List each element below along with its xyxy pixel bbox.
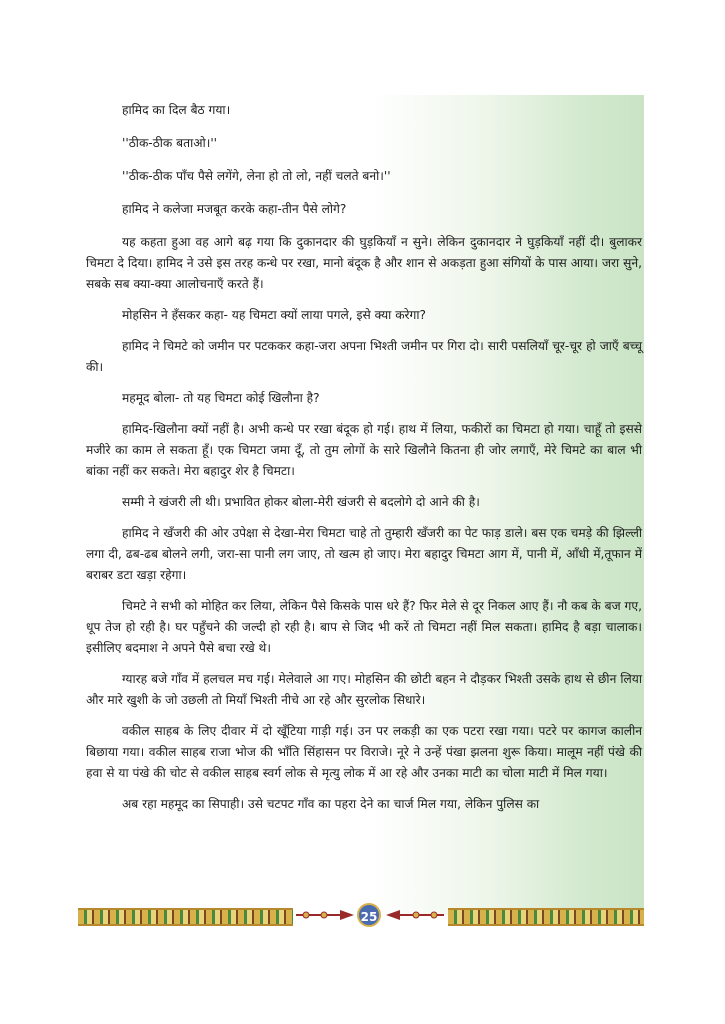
paragraph: चिमटे ने सभी को मोहित कर लिया, लेकिन पैसे किसके पास धरे हैं? फिर मेले से दूर निकल आए हैं। नौ कब के बज गए, धूप तेज हो रही है। घर पहुँचने की जल्दी हो रही है। बाप से जिद भी करें तो चिमटा नहीं मिल सकता। हामिद है बड़ा चालाक। इसीलिए बदमाश ने अपने पैसे बचा रखे थे। bbox=[86, 599, 642, 655]
paragraph: ग्यारह बजे गाँव में हलचल मच गई। मेलेवाले आ गए। मोहसिन की छोटी बहन ने दौड़कर भिश्ती उसके हाथ से छीन लिया और मारे खुशी के जो उछली तो मियाँ भिश्ती नीचे आ रहे और सुरलोक सिधारे। bbox=[86, 672, 642, 707]
page-footer bbox=[78, 900, 644, 930]
paragraph: मोहसिन ने हँसकर कहा- यह चिमटा क्यों लाया पगले, इसे क्या करेगा? bbox=[122, 308, 427, 322]
paragraph: ''ठीक-ठीक पाँच पैसे लगेंगे, लेना हो तो लो, नहीं चलते बनो।'' bbox=[122, 169, 391, 183]
paragraph: हामिद ने चिमटे को जमीन पर पटककर कहा-जरा अपना भिश्ती जमीन पर गिरा दो। सारी पसलियाँ चूर-चूर हो जाएँ बच्चू की। bbox=[86, 339, 642, 374]
ornament-left-icon bbox=[296, 908, 356, 922]
paragraph: हामिद-खिलौना क्यों नहीं है। अभी कन्धे पर रखा बंदूक हो गई। हाथ में लिया, फकीरों का चिमटा हो गया। चाहूँ तो इससे मजीरे का काम ले सकता हूँ। एक चिमटा जमा दूँ, तो तुम लोगों के सारे खिलौने कितना ही जोर लगाएँ, मेरे चिमटे का बाल भी बांका नहीं कर सकते। मेरा बहादुर शेर है चिमटा। bbox=[86, 422, 642, 478]
paragraph: हामिद का दिल बैठ गया। bbox=[122, 103, 231, 117]
page-number-badge: 25 bbox=[357, 903, 381, 927]
paragraph: सम्मी ने खंजरी ली थी। प्रभावित होकर बोला-मेरी खंजरी से बदलोगे दो आने की है। bbox=[122, 495, 480, 509]
decorative-border-right bbox=[448, 908, 644, 926]
paragraph: महमूद बोला- तो यह चिमटा कोई खिलौना है? bbox=[122, 391, 320, 405]
decorative-border-left bbox=[78, 908, 293, 926]
ornament-right-icon bbox=[384, 908, 444, 922]
paragraph: हामिद ने कलेजा मजबूत करके कहा-तीन पैसे लोगे? bbox=[122, 202, 347, 216]
paragraph: यह कहता हुआ वह आगे बढ़ गया कि दुकानदार की घुड़कियाँ न सुने। लेकिन दुकानदार ने घुड़कियाँ नहीं दी। बुलाकर चिमटा दे दिया। हामिद ने उसे इस तरह कन्धे पर रखा, मानो बंदूक है और शान से अकड़ता हुआ संगियों के पास आया। जरा सुने, सबके सब क्या-क्या आलोचनाएँ करते हैं। bbox=[86, 235, 642, 291]
paragraph: हामिद ने खँजरी की ओर उपेक्षा से देखा-मेरा चिमटा चाहे तो तुम्हारी खँजरी का पेट फाड़ डाले। बस एक चमड़े की झिल्ली लगा दी, ढब-ढब बोलने लगी, जरा-सा पानी लग जाए, तो खत्म हो जाए। मेरा बहादुर चिमटा आग में, पानी में, आँधी में,तूफान में बराबर डटा खड़ा रहेगा। bbox=[86, 526, 642, 582]
story-text bbox=[86, 100, 642, 825]
paragraph: अब रहा महमूद का सिपाही। उसे चटपट गाँव का पहरा देने का चार्ज मिल गया, लेकिन पुलिस का bbox=[122, 797, 540, 811]
paragraph: ''ठीक-ठीक बताओ।'' bbox=[122, 136, 218, 150]
paragraph: वकील साहब के लिए दीवार में दो खूँटिया गाड़ी गई। उन पर लकड़ी का एक पटरा रखा गया। पटरे पर कागज कालीन बिछाया गया। वकील साहब राजा भोज की भाँति सिंहासन पर विराजे। नूरे ने उन्हें पंखा झलना शुरू किया। मालूम नहीं पंखे की हवा से या पंखे की चोट से वकील साहब स्वर्ग लोक से मृत्यु लोक में आ रहे और उनका माटी का चोला माटी में मिल गया। bbox=[86, 724, 642, 780]
